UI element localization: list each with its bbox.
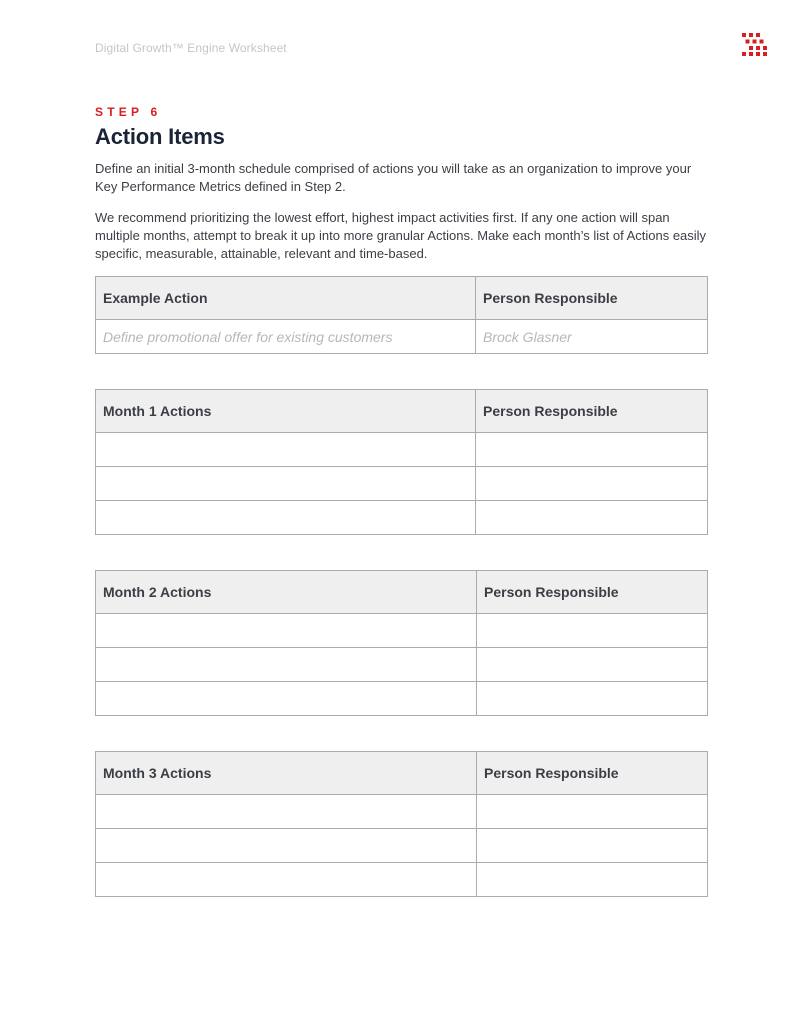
running-header: Digital Growth™ Engine Worksheet (95, 41, 287, 55)
person-cell[interactable] (477, 682, 708, 716)
table-row (96, 795, 708, 829)
column-header-person: Person Responsible (476, 277, 708, 320)
column-header-action: Month 3 Actions (96, 752, 477, 795)
intro-paragraph: Define an initial 3-month schedule comprised of actions you will take as an organization to improve your Key Performance Metrics defined in Step 2. (95, 161, 692, 194)
person-cell[interactable] (477, 829, 708, 863)
table-header-row (96, 277, 708, 320)
column-header-action: Month 1 Actions (96, 390, 476, 433)
table-row (96, 501, 708, 535)
action-cell[interactable] (96, 614, 477, 648)
action-cell[interactable] (96, 467, 476, 501)
column-header-action: Month 2 Actions (96, 571, 477, 614)
table-header-row (96, 390, 708, 433)
person-cell[interactable] (476, 433, 708, 467)
table-header-row (96, 571, 708, 614)
column-header-person: Person Responsible (477, 752, 708, 795)
person-cell[interactable] (477, 863, 708, 897)
table-row (96, 863, 708, 897)
table-row (96, 682, 708, 716)
action-cell[interactable] (96, 648, 477, 682)
person-cell[interactable] (476, 501, 708, 535)
table-row (96, 433, 708, 467)
table-row (96, 320, 708, 354)
guidance-paragraph: We recommend prioritizing the lowest effort, highest impact activities first. If any one action will span multiple months, attempt to break it up into more granular Actions. Make each month’s list of Actions easily specific, measurable, attainable, relevant and time-based. (95, 210, 707, 261)
action-cell[interactable] (96, 829, 477, 863)
person-cell[interactable] (477, 614, 708, 648)
example-person-cell: Brock Glasner (476, 320, 708, 354)
action-cell[interactable] (96, 501, 476, 535)
table-row (96, 467, 708, 501)
column-header-action: Example Action (96, 277, 476, 320)
column-header-person: Person Responsible (477, 571, 708, 614)
action-cell[interactable] (96, 682, 477, 716)
person-cell[interactable] (476, 467, 708, 501)
action-cell[interactable] (96, 433, 476, 467)
month-1-actions-table (95, 389, 708, 535)
month-2-actions-table (95, 570, 708, 716)
person-cell[interactable] (477, 795, 708, 829)
table-row (96, 614, 708, 648)
table-header-row (96, 752, 708, 795)
example-action-table (95, 276, 708, 354)
column-header-person: Person Responsible (476, 390, 708, 433)
example-action-cell: Define promotional offer for existing customers (96, 320, 476, 354)
action-cell[interactable] (96, 863, 477, 897)
page-title: Action Items (95, 124, 225, 149)
action-cell[interactable] (96, 795, 477, 829)
table-row (96, 829, 708, 863)
logo-icon (742, 33, 768, 56)
person-cell[interactable] (477, 648, 708, 682)
month-3-actions-table (95, 751, 708, 897)
table-row (96, 648, 708, 682)
step-label: STEP 6 (95, 105, 162, 119)
